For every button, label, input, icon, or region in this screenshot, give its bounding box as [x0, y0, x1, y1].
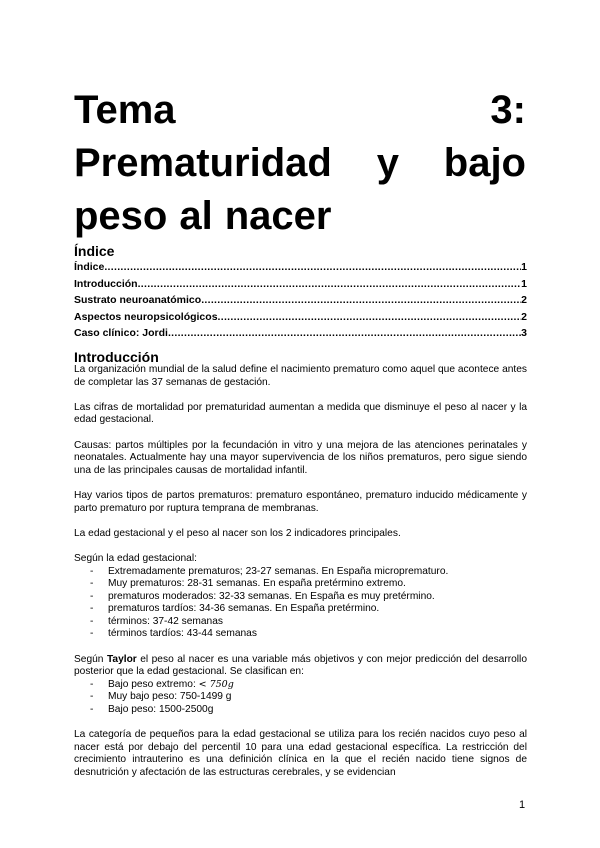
- title-line-3: [74, 190, 526, 243]
- list-item: [74, 679, 527, 692]
- paragraph: Hay varios tipos de partos prematuros: prematuro espontáneo, prematuro inducido médicamente y parto prematuro por ruptura temprana de membranas.: [74, 489, 527, 514]
- toc-entry-label: Caso clínico: Jordi: [74, 327, 168, 340]
- gestational-age-list: [74, 566, 527, 642]
- toc-entry-label: Sustrato neuroanatómico: [74, 294, 202, 307]
- paragraph: La edad gestacional y el peso al nacer son los 2 indicadores principales.: [74, 527, 401, 539]
- birth-weight-list: [74, 679, 527, 717]
- paragraph: [74, 654, 527, 679]
- paragraph: Causas: partos múltiples por la fecundación in vitro y una mejora de las atenciones perinatales y neonatales. Actualmente hay una mayor supervivencia de los niños prematuros, pero sigue siendo una de las principales causas de mortalidad infantil.: [74, 439, 527, 476]
- toc-entry-page: 2: [521, 294, 527, 307]
- toc-entry-page: 2: [521, 310, 527, 323]
- document-title: [74, 84, 526, 243]
- section-heading-introduccion: Introducción: [74, 349, 159, 365]
- title-word: peso: [74, 194, 168, 238]
- title-line-1: [74, 84, 526, 137]
- toc-entry[interactable]: [74, 294, 527, 310]
- toc-leader-dots: [138, 278, 522, 290]
- title-line-2: [74, 137, 526, 190]
- paragraph: Las cifras de mortalidad por prematuridad aumentan a medida que disminuye el peso al nacer y la edad gestacional.: [74, 401, 527, 426]
- table-of-contents: [74, 261, 527, 344]
- title-word: y: [376, 141, 399, 185]
- text-run: Bajo peso extremo:: [108, 678, 199, 690]
- toc-entry-page: 1: [521, 277, 527, 290]
- list-item: - prematuros tardíos: 34-36 semanas. En España pretérmino.: [74, 603, 527, 616]
- list-item: - Bajo peso: 1500-2500g: [74, 704, 527, 717]
- toc-entry-page: 1: [521, 261, 527, 273]
- toc-entry-label: Introducción: [74, 277, 138, 290]
- toc-entry[interactable]: [74, 278, 527, 294]
- toc-leader-dots: [168, 327, 521, 339]
- toc-heading: Índice: [74, 243, 115, 259]
- toc-leader-dots: [201, 294, 521, 306]
- paragraph: Según la edad gestacional:: [74, 552, 197, 564]
- text-run: Según: [74, 653, 107, 665]
- formula: < 750g: [198, 678, 234, 690]
- list-item: - Muy prematuros: 28-31 semanas. En españa pretérmino extremo.: [74, 578, 527, 591]
- title-word: Tema: [74, 88, 176, 132]
- toc-entry-label: Índice: [74, 261, 105, 273]
- title-word: nacer: [224, 194, 332, 238]
- list-item: - términos tardíos: 43-44 semanas: [74, 628, 527, 641]
- toc-leader-dots: [218, 311, 522, 323]
- toc-entry[interactable]: [74, 327, 527, 343]
- toc-entry-label: Aspectos neuropsicológicos: [74, 310, 218, 323]
- list-item: - Muy bajo peso: 750-1499 g: [74, 691, 527, 704]
- author-name-bold: Taylor: [106, 653, 137, 665]
- title-word: Prematuridad: [74, 141, 332, 185]
- section-body: [74, 364, 527, 792]
- toc-entry-page: 3: [521, 327, 527, 340]
- list-item: - prematuros moderados: 32-33 semanas. En España es muy pretérmino.: [74, 591, 527, 604]
- title-word: al: [179, 194, 213, 238]
- toc-entry[interactable]: [74, 261, 527, 277]
- list-item: - términos: 37-42 semanas: [74, 616, 527, 629]
- toc-leader-dots: [104, 261, 521, 273]
- text-run: el peso al nacer es una variable más objetivos y con mejor predicción del desarrollo posterior que la edad gestacional. Se clasifican en:: [74, 653, 527, 678]
- title-word: bajo: [443, 141, 526, 185]
- page-number: 1: [519, 799, 526, 811]
- list-item: - Extremadamente prematuros; 23-27 semanas. En España microprematuro.: [74, 566, 527, 579]
- toc-entry[interactable]: [74, 311, 527, 327]
- paragraph: La categoría de pequeños para la edad gestacional se utiliza para los recién nacidos cuyo peso al nacer está por debajo del percentil 10 para una edad gestacional específica. La restricción del crecimiento intrauterino es una definición clínica en la que el recién nacido tiene signos de desnutrición y afectación de las estructuras cerebrales, y se evidencian: [74, 729, 527, 778]
- title-word: 3:: [490, 88, 526, 132]
- paragraph: La organización mundial de la salud define el nacimiento prematuro como aquel que acontece antes de completar las 37 semanas de gestación.: [74, 364, 527, 388]
